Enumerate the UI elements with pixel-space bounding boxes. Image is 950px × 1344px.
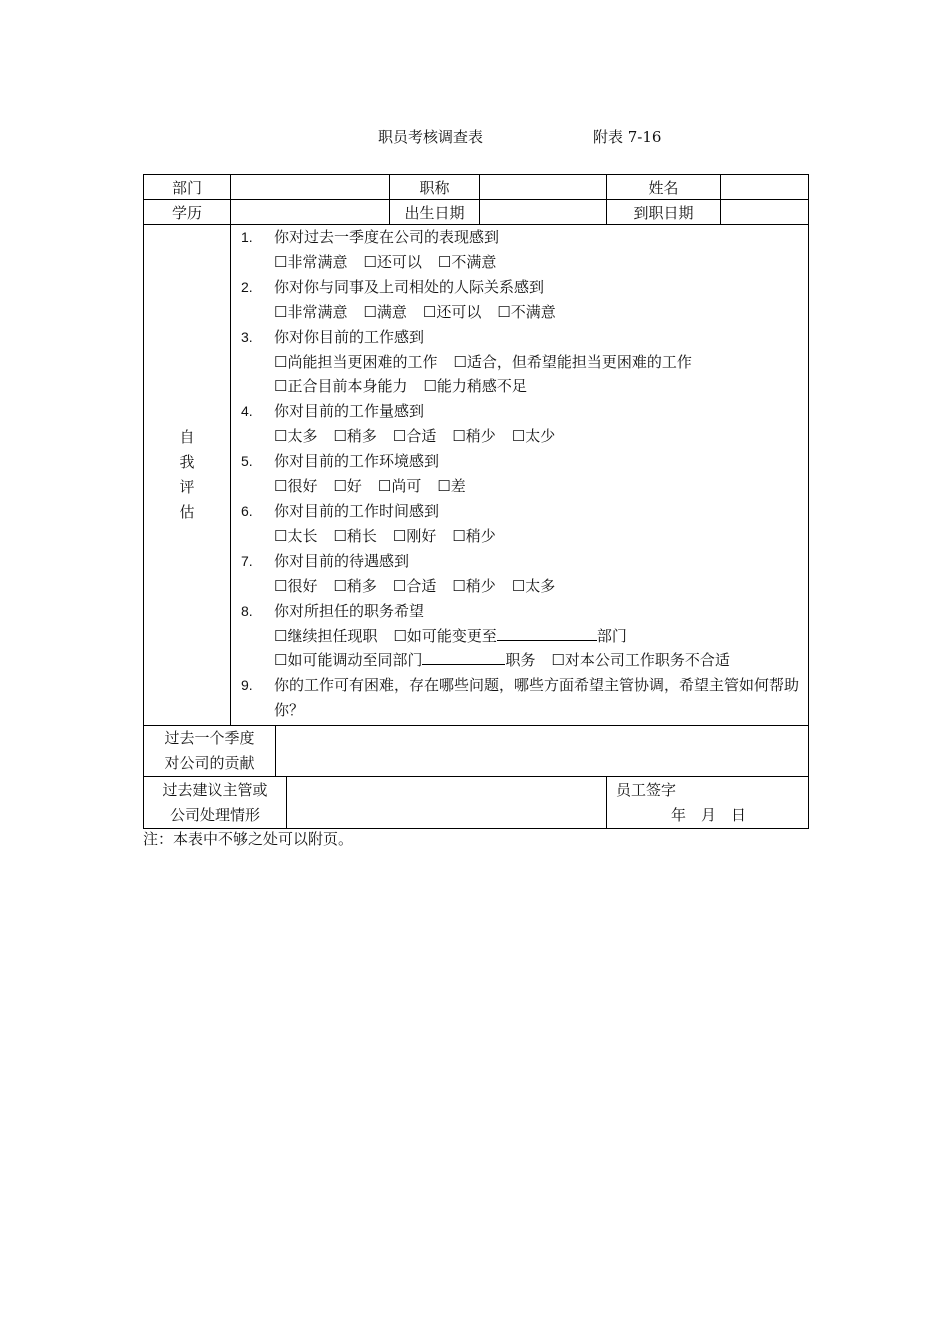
transfer-position-blank[interactable] xyxy=(422,648,505,665)
question-8: 8. 你对所担任的职务希望 xyxy=(241,601,425,620)
contribution-label: 过去一个季度 对公司的贡献 xyxy=(144,726,276,777)
position-suffix: 职务 xyxy=(505,651,536,670)
dept-label: 部门 xyxy=(144,175,231,200)
checkbox-option[interactable]: ☐非常满意 xyxy=(274,302,348,321)
checkbox-option[interactable]: ☐太长 xyxy=(274,526,318,545)
checkbox-option[interactable]: ☐好 xyxy=(333,477,362,496)
self-evaluation-label: 自 我 评 估 xyxy=(144,225,231,726)
employee-signature-cell[interactable] xyxy=(607,777,809,829)
option-continue-current-job[interactable]: ☐继续担任现职 xyxy=(274,626,378,645)
name-field[interactable] xyxy=(721,175,809,200)
question-2-options xyxy=(241,300,802,325)
checkbox-option[interactable]: ☐太少 xyxy=(511,427,556,446)
job-title-label: 职称 xyxy=(390,175,480,200)
question-9: 9. 你的工作可有困难，存在哪些问题，哪些方面希望主管协调，希望主管如何帮助你？ xyxy=(241,676,800,720)
option-transfer-same-department[interactable]: ☐如可能调动至同部门 xyxy=(274,651,423,670)
checkbox-option[interactable]: ☐不满意 xyxy=(437,252,497,271)
evaluation-form-table xyxy=(143,174,809,829)
checkbox-option[interactable]: ☐非常满意 xyxy=(274,252,348,271)
checkbox-option[interactable]: ☐稍多 xyxy=(333,427,377,446)
checkbox-option[interactable]: ☐尚可 xyxy=(377,477,422,496)
birth-date-label: 出生日期 xyxy=(390,200,480,225)
education-label: 学历 xyxy=(144,200,231,225)
checkbox-option[interactable]: ☐正合目前本身能力 xyxy=(274,377,408,396)
join-date-field[interactable] xyxy=(721,200,809,225)
question-2: 2. 你对你与同事及上司相处的人际关系感到 xyxy=(241,277,545,296)
question-4-options xyxy=(241,424,802,449)
checkbox-option[interactable]: ☐尚能担当更困难的工作 xyxy=(274,352,438,371)
question-6-options xyxy=(241,524,802,549)
self-evaluation-questions xyxy=(231,225,809,726)
job-title-field[interactable] xyxy=(480,175,607,200)
question-8-options xyxy=(241,624,802,649)
suggestion-field[interactable] xyxy=(287,777,607,829)
checkbox-option[interactable]: ☐很好 xyxy=(274,477,318,496)
checkbox-option[interactable]: ☐合适 xyxy=(392,576,437,595)
question-6: 6. 你对目前的工作时间感到 xyxy=(241,501,440,520)
birth-date-field[interactable] xyxy=(480,200,607,225)
signature-label: 员工签字 xyxy=(616,781,677,800)
checkbox-option[interactable]: ☐差 xyxy=(437,477,466,496)
checkbox-option[interactable]: ☐稍多 xyxy=(333,576,377,595)
contribution-field[interactable] xyxy=(276,726,809,777)
question-3-options xyxy=(241,350,802,375)
department-suffix: 部门 xyxy=(596,626,627,645)
signature-date: 年 月 日 xyxy=(671,806,747,825)
question-4: 4. 你对目前的工作量感到 xyxy=(241,402,425,421)
checkbox-option[interactable]: ☐合适 xyxy=(392,427,437,446)
question-3-options xyxy=(241,374,802,399)
option-unfit-for-job[interactable]: ☐对本公司工作职务不合适 xyxy=(551,651,730,670)
checkbox-option[interactable]: ☐稍少 xyxy=(452,427,496,446)
appendix-number: 附表 7-16 xyxy=(593,128,662,146)
question-8-options-line2 xyxy=(241,648,802,673)
footer-note: 注：本表中不够之处可以附页。 xyxy=(143,830,354,848)
question-1: 1. 你对过去一季度在公司的表现感到 xyxy=(241,228,500,246)
checkbox-option[interactable]: ☐太多 xyxy=(274,427,318,446)
question-7-options xyxy=(241,574,802,599)
checkbox-option[interactable]: ☐稍少 xyxy=(452,526,496,545)
checkbox-option[interactable]: ☐能力稍感不足 xyxy=(423,377,527,396)
checkbox-option[interactable]: ☐适合，但希望能担当更困难的工作 xyxy=(453,352,692,371)
change-department-blank[interactable] xyxy=(497,624,597,641)
dept-field[interactable] xyxy=(231,175,390,200)
option-change-department[interactable]: ☐如可能变更至 xyxy=(393,626,497,645)
checkbox-option[interactable]: ☐还可以 xyxy=(363,252,422,271)
checkbox-option[interactable]: ☐很好 xyxy=(274,576,318,595)
join-date-label: 到职日期 xyxy=(607,200,721,225)
checkbox-option[interactable]: ☐还可以 xyxy=(422,302,482,321)
checkbox-option[interactable]: ☐稍长 xyxy=(333,526,377,545)
checkbox-option[interactable]: ☐刚好 xyxy=(392,526,437,545)
suggestion-label: 过去建议主管或 公司处理情形 xyxy=(144,777,287,829)
question-5-options xyxy=(241,474,802,499)
checkbox-option[interactable]: ☐稍少 xyxy=(452,576,496,595)
question-5: 5. 你对目前的工作环境感到 xyxy=(241,452,440,471)
education-field[interactable] xyxy=(231,200,390,225)
question-7: 7. 你对目前的待遇感到 xyxy=(241,551,410,570)
checkbox-option[interactable]: ☐太多 xyxy=(511,576,556,595)
question-3: 3. 你对你目前的工作感到 xyxy=(241,327,425,346)
checkbox-option[interactable]: ☐满意 xyxy=(363,302,407,321)
question-1-options xyxy=(241,250,802,275)
name-label: 姓名 xyxy=(607,175,721,200)
checkbox-option[interactable]: ☐不满意 xyxy=(497,302,556,321)
form-title: 职员考核调查表 xyxy=(378,128,484,146)
